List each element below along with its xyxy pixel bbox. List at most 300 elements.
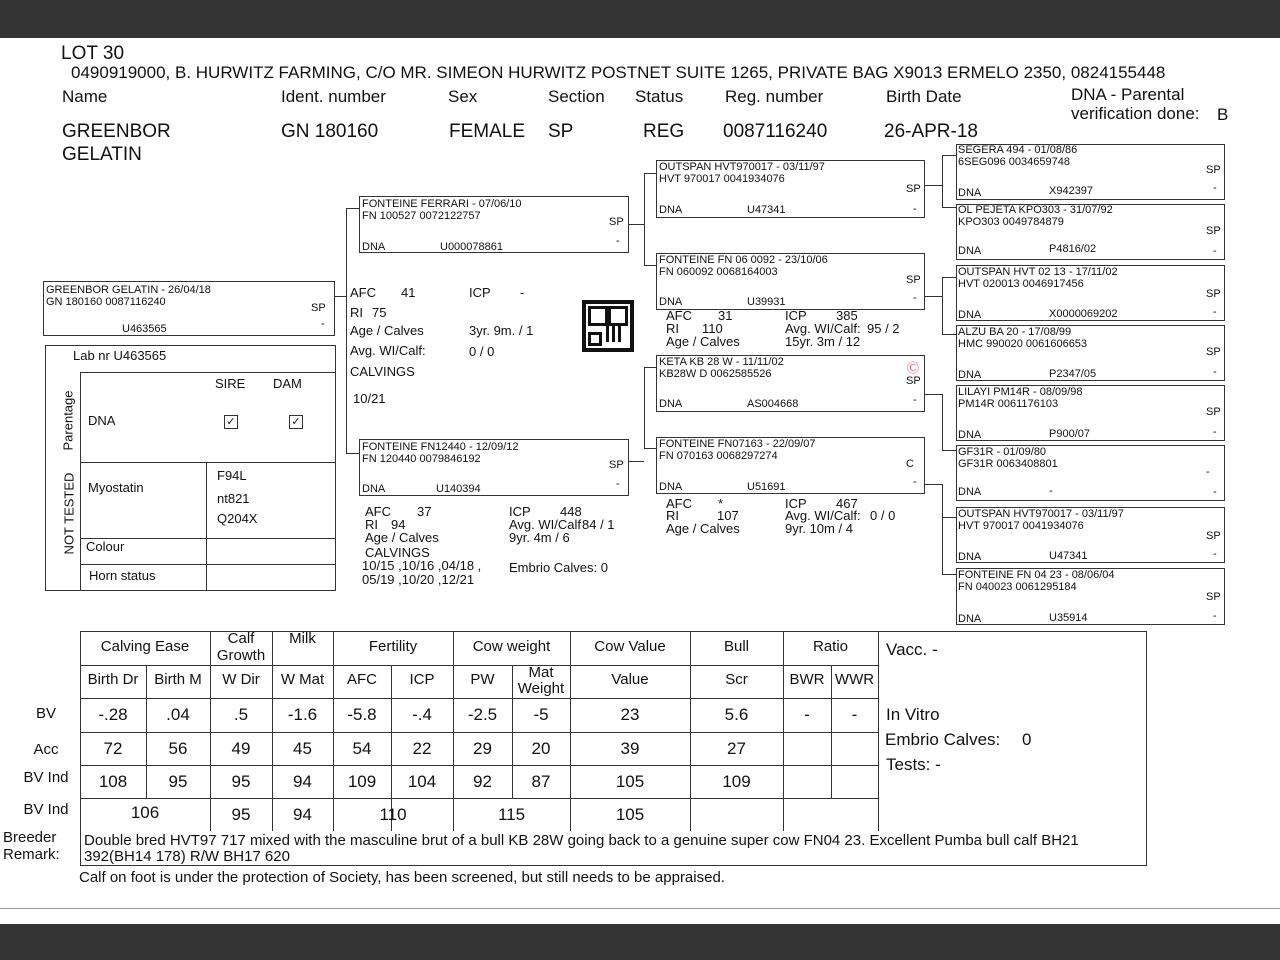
animal-afc: 41: [401, 285, 416, 300]
value-reg: 0087116240: [723, 121, 828, 142]
animal-ri: 75: [372, 305, 387, 320]
footer-note: Calf on foot is under the protection of Society, has been screened, but still needs to be appraised.: [79, 869, 725, 886]
embrio-calves-value: 0: [1022, 730, 1032, 749]
gp-dash: -: [913, 476, 917, 488]
acc-cell: 39: [620, 739, 640, 758]
sub-header: Mat Weight: [517, 664, 565, 697]
gp-ids: KB28W D 0062585526: [659, 368, 772, 380]
gp-dna: DNA: [659, 204, 683, 216]
acc-cell: 27: [727, 739, 746, 758]
value-sex: FEMALE: [449, 121, 526, 142]
bv-ind-cell: 95: [168, 772, 188, 791]
connector: [942, 484, 943, 574]
ggp-dash: -: [1213, 366, 1217, 378]
animal-sp: SP: [311, 302, 326, 314]
ggp-title: OUTSPAN HVT970017 - 03/11/97: [958, 508, 1124, 520]
ggp-code: -: [1049, 485, 1053, 497]
divider: [80, 372, 81, 591]
gp-title: FONTEINE FN 06 0092 - 23/10/06: [659, 254, 828, 266]
sire-dna: DNA: [362, 241, 386, 253]
ggp-dna: DNA: [958, 551, 982, 563]
connector: [942, 574, 956, 575]
grandparent-card: [656, 253, 925, 310]
row-divider: [80, 665, 878, 666]
gp-dash: -: [913, 203, 917, 215]
remark-label-2: Remark:: [3, 846, 60, 863]
ggp-code: X0000069202: [1049, 308, 1118, 320]
dam-icp-label: ICP: [509, 504, 531, 519]
ggp-title: SEGERA 494 - 01/08/86: [958, 144, 1078, 156]
ggp-sp: SP: [1206, 164, 1221, 176]
gp-sp: SP: [906, 274, 921, 286]
dam-afc-label: AFC: [365, 504, 391, 519]
ggp-dash: -: [1213, 548, 1217, 560]
connector: [335, 296, 347, 297]
label-status: Status: [635, 87, 684, 106]
acc-cell: 29: [473, 739, 492, 758]
gp-icp: 385: [836, 308, 858, 323]
bv-ind-group-cell: 94: [293, 805, 312, 824]
gp-dna: DNA: [659, 398, 683, 410]
connector: [942, 334, 956, 335]
ggp-dna: DNA: [958, 369, 982, 381]
connector: [942, 155, 943, 207]
bottom-bar: [0, 924, 1280, 960]
animal-age-label: Age / Calves: [350, 323, 424, 338]
row-divider: [80, 765, 878, 766]
ggp-dash: -: [1213, 610, 1217, 622]
myostatin-label: Myostatin: [88, 480, 144, 495]
divider: [80, 564, 336, 565]
animal-age: 3yr. 9m. / 1: [469, 323, 534, 338]
gp-age: 9yr. 10m / 4: [785, 521, 853, 536]
bv-cell: -.4: [412, 705, 432, 724]
top-bar: [0, 0, 1280, 38]
acc-cell: 54: [352, 739, 372, 758]
ggp-ids: PM14R 0061176103: [958, 398, 1059, 410]
gp-sp: C: [906, 458, 914, 470]
remark-line-2: 392(BH14 178) R/W BH17 620: [84, 848, 290, 865]
grandparent-card: [656, 355, 925, 412]
sire-ids: FN 100527 0072122757: [362, 210, 481, 222]
animal-ids: GN 180160 0087116240: [46, 296, 166, 308]
row-divider: [80, 698, 878, 699]
ggp-ids: FN 040023 0061295184: [958, 581, 1077, 593]
sire-card: [359, 196, 629, 253]
remark-label-1: Breeder: [3, 829, 57, 846]
connector: [942, 394, 943, 450]
dam-ids: FN 120440 0079846192: [362, 453, 481, 465]
dam-title: FONTEINE FN12440 - 12/09/12: [362, 441, 519, 453]
animal-icp: -: [520, 285, 525, 300]
bv-ind-group-cell: 106: [130, 803, 160, 822]
award-icon: Ⓒ: [907, 361, 920, 375]
value-status: REG: [643, 121, 685, 142]
connector: [942, 155, 956, 156]
ggp-dna: DNA: [958, 245, 982, 257]
vacc-label: Vacc. -: [886, 640, 938, 659]
ggp-sp: SP: [1206, 591, 1221, 603]
ggp-title: GF31R - 01/09/80: [958, 446, 1047, 458]
gp-wi-label: Avg. WI/Calf:: [785, 508, 861, 523]
sub-header: AFC: [347, 671, 377, 688]
bv-cell: -: [851, 705, 858, 724]
bv-ind-cell: 108: [98, 772, 128, 791]
gp-age-label: Age / Calves: [666, 521, 740, 536]
row-label-bv: BV: [35, 705, 56, 722]
dam-dash: -: [616, 478, 620, 490]
label-reg: Reg. number: [725, 87, 824, 106]
lab-panel: [45, 345, 336, 591]
ggp-dna: DNA: [958, 187, 982, 199]
group-header: Calving Ease: [100, 638, 190, 655]
gp-afc: 31: [718, 308, 733, 323]
animal-code: U463565: [122, 323, 167, 335]
dam-ri: 94: [391, 517, 406, 532]
acc-cell: 49: [231, 739, 251, 758]
dam-ri-label: RI: [365, 517, 378, 532]
ggp-sp: SP: [1206, 406, 1221, 418]
connector: [629, 461, 644, 462]
divider: [206, 462, 207, 591]
connector: [644, 173, 645, 265]
label-dna-1: DNA - Parental: [1071, 85, 1185, 104]
ggp-code: P2347/05: [1049, 368, 1097, 380]
gp-dash: -: [913, 292, 917, 304]
animal-afc-label: AFC: [350, 285, 376, 300]
colour-label: Colour: [86, 539, 125, 554]
value-birth: 26-APR-18: [884, 121, 978, 142]
grandparent-card: [656, 437, 925, 494]
animal-icp-label: ICP: [469, 285, 491, 300]
gp-wi-label: Avg. WI/Calf:: [785, 321, 861, 336]
remark-box: [80, 831, 1147, 866]
footer-divider: [0, 908, 1280, 909]
gp-title: KETA KB 28 W - 11/11/02: [659, 356, 784, 368]
acc-cell: 22: [412, 739, 432, 758]
connector: [942, 517, 956, 518]
horn-status-label: Horn status: [89, 568, 156, 583]
ggp-sp: SP: [1206, 225, 1221, 237]
label-section: Section: [548, 87, 605, 106]
gp-code: U39931: [747, 296, 786, 308]
ggp-code: U35914: [1049, 612, 1088, 624]
gp-ri: 110: [702, 321, 723, 336]
dam-dna: DNA: [362, 483, 386, 495]
bv-ind-cell: 94: [293, 772, 312, 791]
sire-heading: SIRE: [215, 376, 246, 391]
bv-cell: -5.8: [347, 705, 377, 724]
row-divider: [80, 732, 878, 733]
bv-ind-group-cell: 110: [379, 805, 407, 824]
not-tested-label: NOT TESTED: [61, 472, 77, 555]
animal-pedigree-card: [43, 281, 335, 336]
ggp-ids: HVT 970017 0041934076: [958, 520, 1084, 532]
row-label-bv-ind-2: BV Ind: [23, 801, 69, 818]
ggp-dna: DNA: [958, 309, 982, 321]
animal-title: GREENBOR GELATIN - 26/04/18: [46, 284, 211, 296]
gp-ri-label: RI: [666, 321, 679, 336]
sire-dna-checkbox: ✓: [224, 415, 238, 429]
sub-header: Value: [611, 671, 649, 688]
bv-ind-cell: 95: [231, 772, 251, 791]
ggp-sp: SP: [1206, 288, 1221, 300]
great-grandparent-card: [956, 144, 1225, 200]
bv-ind-group-cell: 115: [497, 805, 526, 824]
animal-wi: 0 / 0: [469, 344, 495, 359]
great-grandparent-card: [956, 204, 1225, 260]
dam-calvings-1: 10/15 ,10/16 ,04/18 ,: [362, 558, 482, 573]
row-divider: [80, 798, 878, 799]
bv-cell: 23: [620, 705, 640, 724]
label-birth: Birth Date: [886, 87, 962, 106]
connector: [346, 453, 360, 454]
myostatin-nt821: nt821: [217, 491, 250, 506]
lab-number: Lab nr U463565: [73, 348, 167, 363]
col-divider: [333, 631, 334, 832]
grandparent-card: [656, 160, 925, 218]
connector: [346, 208, 360, 209]
animal-calvings: 10/21: [353, 391, 386, 406]
connector: [942, 450, 956, 451]
ggp-sp: -: [1206, 466, 1210, 478]
connector: [925, 394, 942, 395]
animal-wi-label: Avg. WI/Calf:: [350, 343, 426, 358]
ggp-title: OUTSPAN HVT 02 13 - 17/11/02: [958, 266, 1118, 278]
sub-header: PW: [470, 671, 495, 688]
embrio-calves-label: Embrio Calves:: [885, 730, 1001, 749]
connector: [346, 208, 347, 453]
col-divider: [453, 631, 454, 832]
gp-ri: 107: [717, 508, 739, 523]
sub-header: ICP: [409, 671, 435, 688]
gp-code: AS004668: [747, 398, 799, 410]
label-sex: Sex: [448, 87, 478, 106]
ggp-title: OL PEJETA KPO303 - 31/07/92: [958, 204, 1113, 216]
dam-card: [359, 439, 629, 496]
sub-header: Birth Dr: [87, 671, 139, 688]
value-name-2: GELATIN: [62, 144, 142, 165]
connector: [644, 367, 645, 448]
ggp-ids: GF31R 0063408801: [958, 458, 1058, 470]
bv-cell: -5: [533, 705, 549, 724]
gp-title: OUTSPAN HVT970017 - 03/11/97: [659, 161, 825, 173]
dam-icp: 448: [560, 504, 582, 519]
bv-ind-cell: 109: [347, 772, 377, 791]
col-divider: [570, 631, 571, 832]
gp-age: 15yr. 3m / 12: [785, 334, 861, 349]
col-divider: [783, 631, 784, 832]
sub-header: W Mat: [280, 671, 325, 688]
ggp-dna: DNA: [958, 429, 982, 441]
remark-line-1: Double bred HVT97 717 mixed with the masculine brut of a bull KB 28W going back to a genuine super cow FN04 23. Excellent Pumba bull calf BH21: [84, 832, 1079, 849]
value-ident: GN 180160: [281, 121, 379, 142]
dam-age: 9yr. 4m / 6: [509, 530, 570, 545]
gp-ids: FN 060092 0068164003: [659, 266, 778, 278]
sire-code: U000078861: [440, 241, 504, 253]
acc-cell: 45: [293, 739, 312, 758]
col-divider: [272, 631, 273, 832]
lot-number: LOT 30: [61, 43, 125, 64]
ggp-title: FONTEINE FN 04 23 - 08/06/04: [958, 569, 1115, 581]
bv-cell: .04: [166, 705, 190, 724]
acc-cell: 56: [168, 739, 188, 758]
gp-age-label: Age / Calves: [666, 334, 740, 349]
connector: [629, 224, 644, 225]
acc-cell: 20: [531, 739, 551, 758]
dam-heading: DAM: [273, 376, 302, 391]
gp-dna: DNA: [659, 296, 683, 308]
bv-cell: -2.5: [467, 705, 498, 724]
bv-cell: .5: [233, 705, 249, 724]
ggp-title: ALZU BA 20 - 17/08/99: [958, 326, 1072, 338]
bv-ind-cell: 105: [615, 772, 645, 791]
value-dna: B: [1217, 105, 1229, 124]
parentage-label: Parentage: [60, 390, 76, 451]
dam-wi-label: Avg. WI/Calf: [509, 517, 582, 532]
in-vitro-label: In Vitro: [886, 705, 940, 724]
ggp-dna: DNA: [958, 486, 982, 498]
ggp-dash: -: [1213, 245, 1217, 257]
ggp-dash: -: [1213, 306, 1217, 318]
group-header: Ratio: [812, 638, 849, 655]
gp-ids: HVT 970017 0041934076: [659, 173, 785, 185]
connector: [942, 277, 943, 334]
great-grandparent-card: [956, 325, 1225, 381]
gp-wi: 0 / 0: [870, 508, 896, 523]
great-grandparent-card: [956, 445, 1225, 501]
ggp-dash: -: [1213, 426, 1217, 438]
sire-title: FONTEINE FERRARI - 07/06/10: [362, 198, 522, 210]
gp-ri-label: RI: [666, 508, 679, 523]
gp-icp-label: ICP: [785, 308, 807, 323]
group-header: Milk: [289, 630, 316, 647]
col-divider: [690, 631, 691, 832]
label-ident: Ident. number: [281, 87, 386, 106]
myostatin-q204x: Q204X: [217, 511, 258, 526]
group-header: Fertility: [368, 638, 418, 655]
tests-label: Tests: -: [886, 755, 941, 774]
myostatin-f94l: F94L: [217, 468, 247, 483]
bv-ind-group-cell: 95: [231, 805, 251, 824]
acc-cell: 72: [103, 739, 123, 758]
gp-afc-label: AFC: [666, 496, 692, 511]
dam-sp: SP: [609, 459, 624, 471]
gp-ids: FN 070163 0068297274: [659, 450, 778, 462]
ggp-code: P4816/02: [1049, 243, 1097, 255]
bv-ind-cell: 109: [722, 772, 751, 791]
gp-dash: -: [913, 394, 917, 406]
ggp-dna: DNA: [958, 613, 982, 625]
divider: [80, 372, 336, 373]
great-grandparent-card: [956, 568, 1225, 625]
ggp-code: U47341: [1049, 550, 1088, 562]
ggp-ids: KPO303 0049784879: [958, 216, 1064, 228]
group-header: Bull: [723, 638, 749, 655]
row-label-acc: Acc: [33, 741, 59, 758]
sub-header: Birth M: [154, 671, 202, 688]
gp-code: U47341: [747, 204, 786, 216]
dam-wi: 84 / 1: [582, 517, 615, 532]
bv-cell: -1.6: [287, 705, 318, 724]
gp-code: U51691: [747, 481, 786, 493]
gp-afc: *: [718, 496, 724, 511]
group-header: Calf Growth: [216, 630, 266, 664]
bv-ind-group-cell: 105: [615, 805, 645, 824]
connector: [942, 207, 956, 208]
dam-embrio: Embrio Calves: 0: [509, 560, 608, 575]
sub-header: Scr: [725, 671, 748, 688]
sub-header: W Dir: [222, 671, 260, 688]
gp-afc-label: AFC: [666, 308, 692, 323]
col-divider: [878, 631, 879, 832]
qr-code-icon: [582, 300, 634, 352]
group-header: Cow Value: [594, 638, 666, 655]
bv-ind-cell: 92: [473, 772, 492, 791]
connector: [925, 484, 942, 485]
animal-dash: -: [321, 318, 325, 330]
ggp-code: X942397: [1049, 185, 1094, 197]
dam-afc: 37: [417, 504, 432, 519]
great-grandparent-card: [956, 507, 1225, 563]
seller-line: 0490919000, B. HURWITZ FARMING, C/O MR. SIMEON HURWITZ POSTNET SUITE 1265, PRIVATE BAG X9013 ERMELO 2350, 0824155448: [71, 63, 1166, 82]
connector: [925, 185, 942, 186]
connector: [925, 296, 942, 297]
dna-label: DNA: [88, 413, 116, 428]
ggp-ids: 6SEG096 0034659748: [958, 156, 1070, 168]
ggp-sp: SP: [1206, 530, 1221, 542]
gp-sp: SP: [906, 183, 921, 195]
ggp-code: P900/07: [1049, 428, 1090, 440]
gp-dna: DNA: [659, 481, 683, 493]
value-section: SP: [548, 121, 574, 142]
gp-icp: 467: [836, 496, 858, 511]
sub-header: WWR: [834, 671, 875, 688]
dam-code: U140394: [436, 483, 481, 495]
animal-ri-label: RI: [350, 305, 363, 320]
ggp-dash: -: [1213, 486, 1217, 498]
ggp-ids: HVT 020013 0046917456: [958, 278, 1084, 290]
connector: [942, 277, 956, 278]
sub-header: BWR: [789, 671, 825, 688]
gp-title: FONTEINE FN07163 - 22/09/07: [659, 438, 816, 450]
bv-cell: -.28: [98, 705, 128, 724]
gp-wi: 95 / 2: [867, 321, 900, 336]
ggp-ids: HMC 990020 0061606653: [958, 338, 1088, 350]
great-grandparent-card: [956, 385, 1225, 441]
sire-dash: -: [616, 235, 620, 247]
row-label-bv-ind: BV Ind: [23, 769, 69, 786]
divider: [80, 462, 336, 463]
gp-icp-label: ICP: [785, 496, 807, 511]
label-name: Name: [62, 87, 108, 106]
ggp-sp: SP: [1206, 346, 1221, 358]
ggp-title: LILAYI PM14R - 08/09/98: [958, 386, 1083, 398]
value-name-1: GREENBOR: [62, 121, 171, 142]
sire-sp: SP: [609, 216, 624, 228]
bv-cell: 5.6: [724, 705, 749, 724]
dam-calvings-label: CALVINGS: [365, 545, 430, 560]
dam-age-label: Age / Calves: [365, 530, 439, 545]
ggp-dash: -: [1213, 182, 1217, 194]
label-dna-2: verification done:: [1071, 104, 1200, 123]
dam-calvings-2: 05/19 ,10/20 ,12/21: [362, 572, 475, 587]
bv-ind-cell: 87: [531, 772, 551, 791]
bv-ind-cell: 104: [407, 772, 437, 791]
group-header: Cow weight: [472, 638, 551, 655]
gp-sp: SP: [906, 375, 921, 387]
animal-calvings-label: CALVINGS: [350, 364, 415, 379]
